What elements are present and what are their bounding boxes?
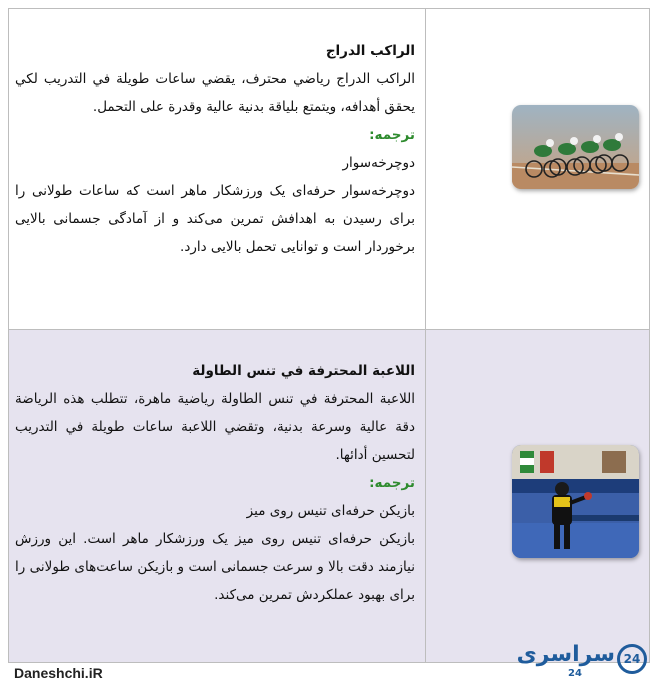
persian-paragraph: بازیکن حرفه‌ای تنیس روی میز یک ورزشکار ماهر است. این ورزش نیازمند دقت بالا و سرعت جسمانی است و بازیکن ساعت‌های طولانی را برای بهبود عملکردش تمرین می‌کند. (15, 531, 415, 603)
text-cell (9, 330, 425, 662)
persian-title: بازیکن حرفه‌ای تنیس روی میز (246, 503, 415, 519)
logo-subtext: 24 (568, 668, 582, 679)
table-row (9, 9, 649, 330)
entry-title: الراكب الدراج (325, 43, 415, 59)
translation-label: ترجمه: (369, 127, 415, 143)
logo-text: سراسری (516, 642, 615, 667)
persian-title: دوچرخه‌سوار (342, 155, 415, 171)
arabic-paragraph: الراكب الدراج رياضي محترف، يقضي ساعات طويلة في التدريب لكي يحقق أهدافه، ويتمتع بلياقة بدنية عالية وقدرة على التحمل. (15, 71, 415, 115)
entry-text (15, 37, 415, 261)
clock-24-icon: 24 (617, 644, 647, 674)
cyclists-photo-icon (512, 105, 639, 189)
entry-text (15, 357, 415, 609)
entry-title: اللاعبة المحترفة في تنس الطاولة (192, 363, 415, 379)
site-watermark: Daneshchi.iR (14, 665, 103, 681)
sarasari-logo (516, 640, 647, 688)
table-tennis-player-photo-icon (512, 445, 639, 558)
text-cell (9, 9, 425, 329)
table-row (9, 330, 649, 662)
content-table (8, 8, 650, 663)
translation-label: ترجمه: (369, 475, 415, 491)
image-cell (425, 330, 649, 662)
arabic-paragraph: اللاعبة المحترفة في تنس الطاولة رياضية ماهرة، تتطلب هذه الرياضة دقة عالية وسرعة بدنية، وتقضي اللاعبة ساعات طويلة في التدريب لتحسين أدائها. (15, 391, 415, 463)
image-cell (425, 9, 649, 329)
persian-paragraph: دوچرخه‌سوار حرفه‌ای یک ورزشکار ماهر است که ساعات طولانی را برای رسیدن به اهدافش تمرین می‌کند و از آمادگی جسمانی بالایی برخوردار است و توانایی تحمل بالایی دارد. (15, 183, 415, 255)
